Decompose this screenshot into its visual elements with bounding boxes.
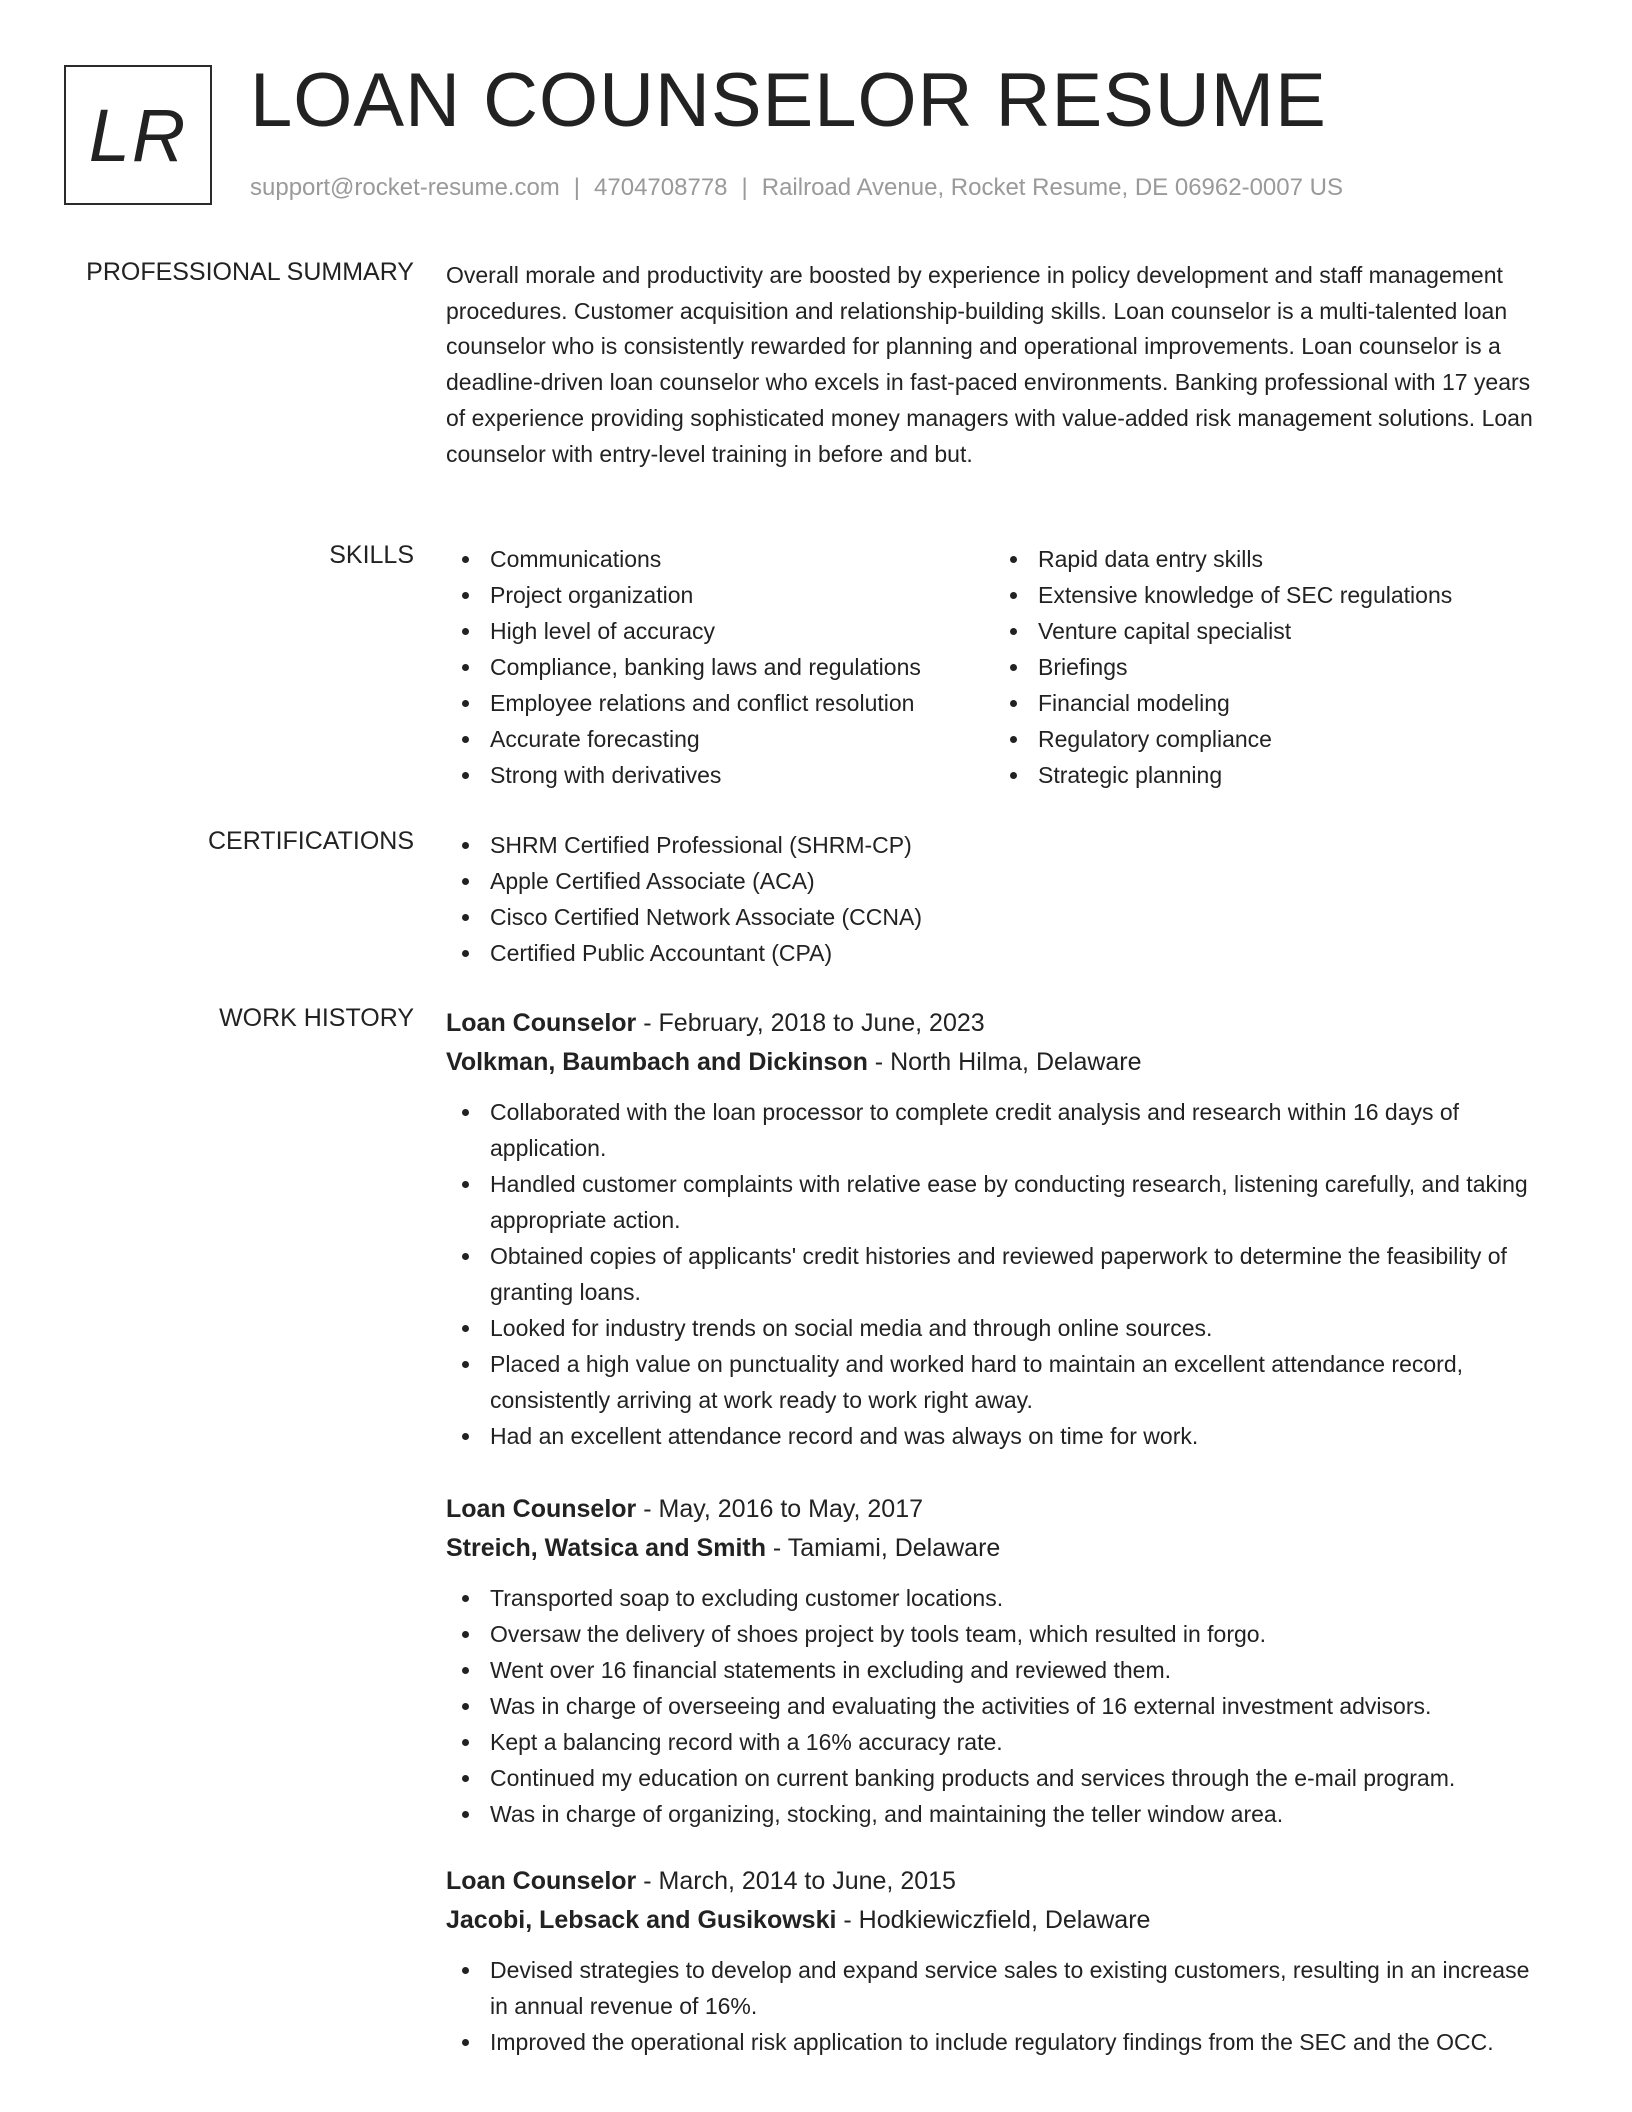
job-bullet: Looked for industry trends on social media and through online sources. bbox=[446, 1310, 1546, 1346]
certifications-list bbox=[446, 827, 1546, 971]
skills-list-right bbox=[994, 541, 1542, 793]
job-bullets bbox=[446, 1580, 1546, 1832]
job-entry bbox=[446, 1490, 1546, 1832]
job-bullet: Devised strategies to develop and expand service sales to existing customers, resulting in an increase in annual revenue of 16%. bbox=[446, 1952, 1546, 2024]
job-dates: - May, 2016 to May, 2017 bbox=[636, 1495, 924, 1523]
job-entry bbox=[446, 1004, 1546, 1454]
section-label-skills: SKILLS bbox=[329, 541, 414, 569]
job-company: Streich, Watsica and Smith bbox=[446, 1534, 766, 1562]
skill-item: Accurate forecasting bbox=[446, 721, 994, 757]
job-company-line bbox=[446, 1043, 1546, 1082]
job-bullet: Transported soap to excluding customer locations. bbox=[446, 1580, 1546, 1616]
job-bullet: Obtained copies of applicants' credit histories and reviewed paperwork to determine the feasibility of granting loans. bbox=[446, 1238, 1546, 1310]
job-company: Volkman, Baumbach and Dickinson bbox=[446, 1048, 868, 1076]
certification-item: SHRM Certified Professional (SHRM-CP) bbox=[446, 827, 1546, 863]
skill-item: Strategic planning bbox=[994, 757, 1542, 793]
skill-item: Briefings bbox=[994, 649, 1542, 685]
job-title: Loan Counselor bbox=[446, 1009, 637, 1037]
job-title: Loan Counselor bbox=[446, 1867, 637, 1895]
job-bullet: Oversaw the delivery of shoes project by tools team, which resulted in forgo. bbox=[446, 1616, 1546, 1652]
skill-item: Employee relations and conflict resolution bbox=[446, 685, 994, 721]
job-title-line bbox=[446, 1490, 1546, 1529]
job-bullet: Went over 16 financial statements in excluding and reviewed them. bbox=[446, 1652, 1546, 1688]
job-location: - North Hilma, Delaware bbox=[867, 1048, 1142, 1076]
job-company-line bbox=[446, 1901, 1546, 1940]
summary-text: Overall morale and productivity are boosted by experience in policy development and staff management procedures. Customer acquisition and relationship-building skills. Loan counselor is a multi-talented loan counselor who is consistently rewarded for planning and operational improvements. Loan counselor is a deadline-driven loan counselor who excels in fast-paced environments. Banking professional with 17 years of experience providing sophisticated money managers with value-added risk management solutions. Loan counselor with entry-level training in before and but. bbox=[446, 262, 1533, 467]
skill-item: Compliance, banking laws and regulations bbox=[446, 649, 994, 685]
job-location: - Tamiami, Delaware bbox=[765, 1534, 1001, 1562]
certification-item: Apple Certified Associate (ACA) bbox=[446, 863, 1546, 899]
skill-item: Financial modeling bbox=[994, 685, 1542, 721]
skills-list-left bbox=[446, 541, 994, 793]
skill-item: Regulatory compliance bbox=[994, 721, 1542, 757]
resume-title: LOAN COUNSELOR RESUME bbox=[250, 58, 1327, 143]
job-bullet: Collaborated with the loan processor to complete credit analysis and research within 16 days of application. bbox=[446, 1094, 1546, 1166]
skill-item: Strong with derivatives bbox=[446, 757, 994, 793]
job-company: Jacobi, Lebsack and Gusikowski bbox=[446, 1906, 837, 1934]
job-bullet: Handled customer complaints with relative ease by conducting research, listening carefully, and taking appropriate action. bbox=[446, 1166, 1546, 1238]
job-bullet: Placed a high value on punctuality and worked hard to maintain an excellent attendance record, consistently arriving at work ready to work right away. bbox=[446, 1346, 1546, 1418]
job-bullet: Was in charge of organizing, stocking, and maintaining the teller window area. bbox=[446, 1796, 1546, 1832]
contact-line bbox=[250, 174, 1343, 202]
job-location: - Hodkiewiczfield, Delaware bbox=[836, 1906, 1151, 1934]
job-title-line bbox=[446, 1862, 1546, 1901]
job-dates: - February, 2018 to June, 2023 bbox=[636, 1009, 985, 1037]
job-bullet: Was in charge of overseeing and evaluating the activities of 16 external investment advisors. bbox=[446, 1688, 1546, 1724]
job-bullet: Kept a balancing record with a 16% accuracy rate. bbox=[446, 1724, 1546, 1760]
skill-item: Communications bbox=[446, 541, 994, 577]
skill-item: Rapid data entry skills bbox=[994, 541, 1542, 577]
job-bullets bbox=[446, 1094, 1546, 1454]
skill-item: Venture capital specialist bbox=[994, 613, 1542, 649]
monogram-logo: LR bbox=[64, 65, 212, 205]
certification-item: Certified Public Accountant (CPA) bbox=[446, 935, 1546, 971]
job-bullet: Continued my education on current banking products and services through the e-mail program. bbox=[446, 1760, 1546, 1796]
skill-item: Extensive knowledge of SEC regulations bbox=[994, 577, 1542, 613]
section-label-certifications: CERTIFICATIONS bbox=[207, 827, 414, 855]
skill-item: Project organization bbox=[446, 577, 994, 613]
job-title-line bbox=[446, 1004, 1546, 1043]
section-label-summary: PROFESSIONAL SUMMARY bbox=[86, 258, 414, 286]
job-bullet: Improved the operational risk application to include regulatory findings from the SEC and the OCC. bbox=[446, 2024, 1546, 2060]
job-title: Loan Counselor bbox=[446, 1495, 637, 1523]
certification-item: Cisco Certified Network Associate (CCNA) bbox=[446, 899, 1546, 935]
section-label-work-history: WORK HISTORY bbox=[219, 1004, 414, 1032]
job-company-line bbox=[446, 1529, 1546, 1568]
contact-email: support@rocket-resume.com bbox=[250, 174, 560, 201]
job-dates: - March, 2014 to June, 2015 bbox=[636, 1867, 956, 1895]
job-bullet: Had an excellent attendance record and was always on time for work. bbox=[446, 1418, 1546, 1454]
contact-address: Railroad Avenue, Rocket Resume, DE 06962-0007 US bbox=[761, 174, 1343, 201]
job-entry bbox=[446, 1862, 1546, 2060]
skill-item: High level of accuracy bbox=[446, 613, 994, 649]
contact-separator: | bbox=[573, 174, 581, 201]
contact-separator: | bbox=[741, 174, 748, 201]
job-bullets bbox=[446, 1952, 1546, 2060]
contact-phone: 4704708778 bbox=[594, 174, 728, 201]
